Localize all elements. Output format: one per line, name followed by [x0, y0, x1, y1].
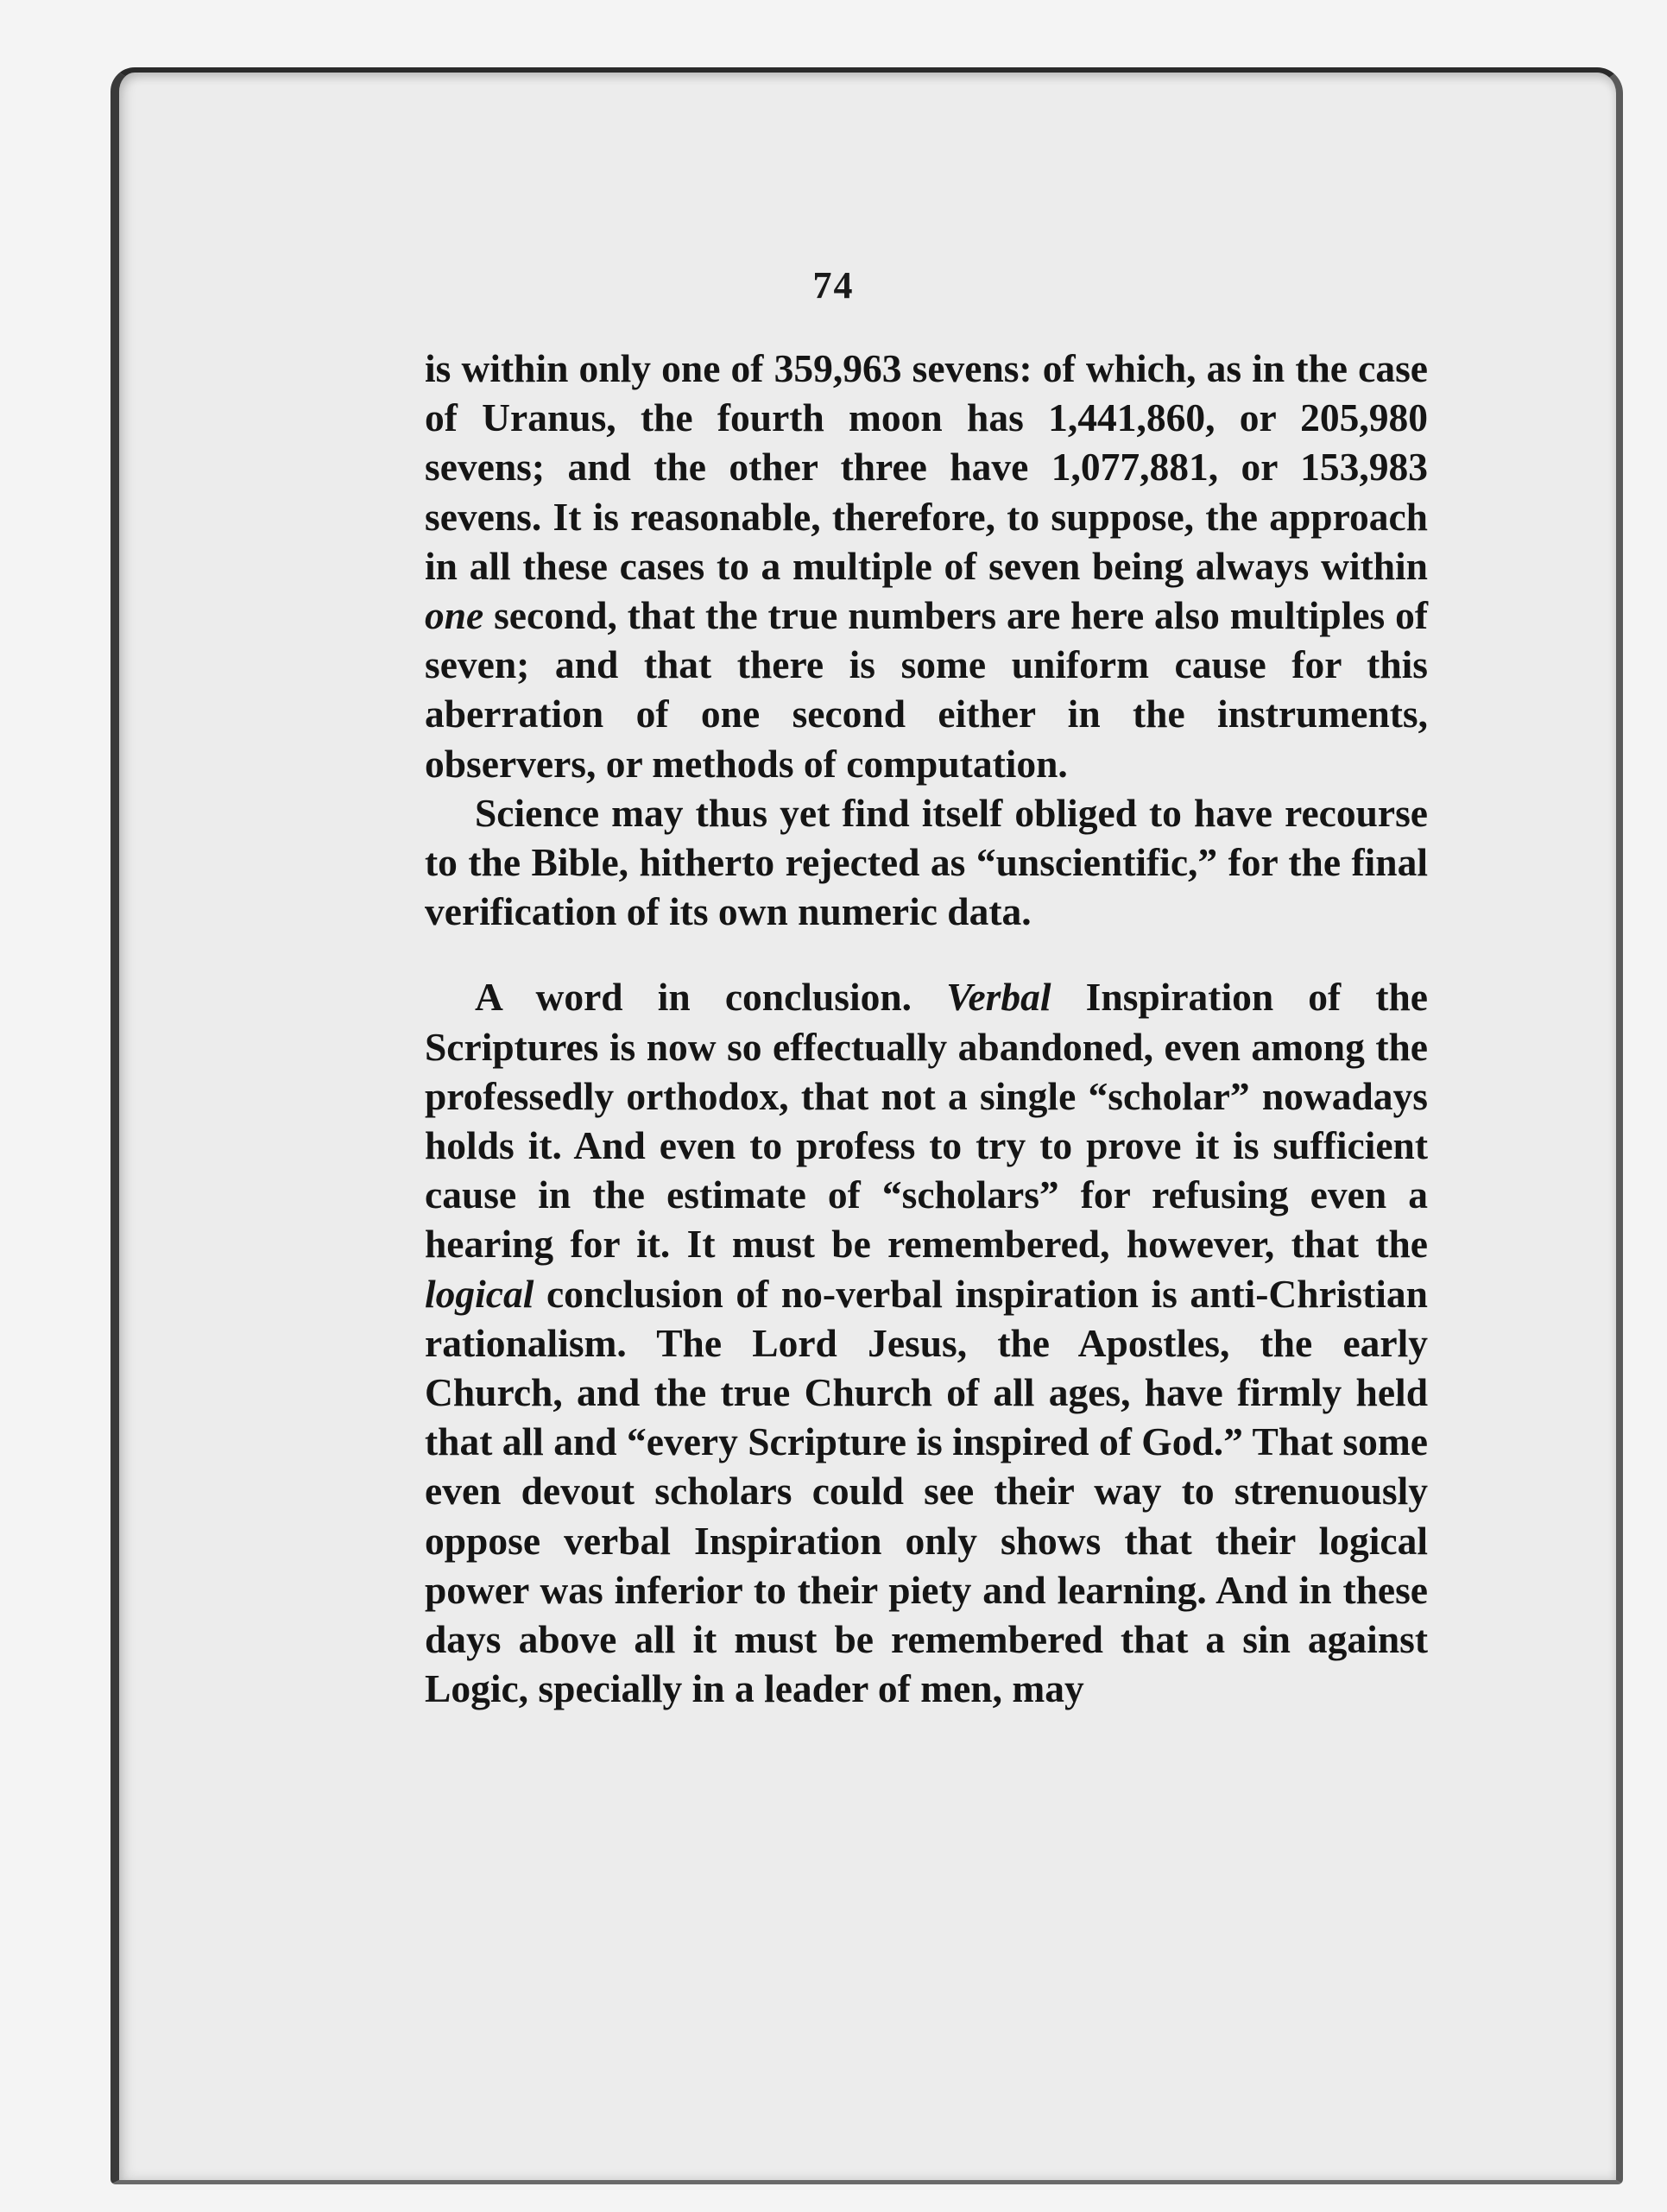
paragraph-1-italic-one: one	[425, 593, 484, 638]
paragraph-3-italic-logical: logical	[425, 1271, 534, 1316]
paragraph-3-italic-verbal: Verbal	[946, 975, 1051, 1020]
paragraph-3-text-b: Inspiration of the Scriptures is now so effectually abandoned, even among the professedly orthodox, that not a single “scholar” nowadays holds it. And even to profess to try to prove it is sufficient cause in the estimate of “scholars” for refusing even a hearing for it. It must be remembered, however, that the	[425, 975, 1428, 1267]
paragraph-2: Science may thus yet find itself obliged to have recourse to the Bible, hitherto rejected as “unscientific,” for the final verification of its own numeric data.	[425, 790, 1428, 934]
paragraph-3-text-a: A word in conclusion.	[475, 975, 947, 1020]
page-body-text	[425, 344, 1428, 1713]
paragraph-3	[425, 972, 1428, 1713]
paragraph-1-text-b: second, that the true numbers are here also multiples of seven; and that there is some uniform cause for this aberration of one second either in the instruments, observers, or methods of computation.	[425, 593, 1428, 786]
paragraph-1-text-a: is within only one of 359,963 sevens: of which, as in the case of Uranus, the fourth moon has 1,441,860, or 205,980 sevens; and the other three have 1,077,881, or 153,983 sevens. It is reasonable, therefore, to suppose, the approach in all these cases to a multiple of seven being always within	[425, 346, 1428, 588]
paragraph-3-text-c: conclusion of no-verbal inspiration is anti-Christian rationalism. The Lord Jesus, the Apostles, the early Church, and the true Church of all ages, have firmly held that all and “every Scripture is inspired of God.” That some even devout scholars could see their way to strenuously oppose verbal Inspiration only shows that their logical power was inferior to their piety and learning. And in these days above all it must be remembered that a sin against Logic, specially in a leader of men, may	[425, 1271, 1428, 1711]
paragraph-1	[425, 344, 1428, 788]
page-number: 74	[812, 264, 855, 307]
